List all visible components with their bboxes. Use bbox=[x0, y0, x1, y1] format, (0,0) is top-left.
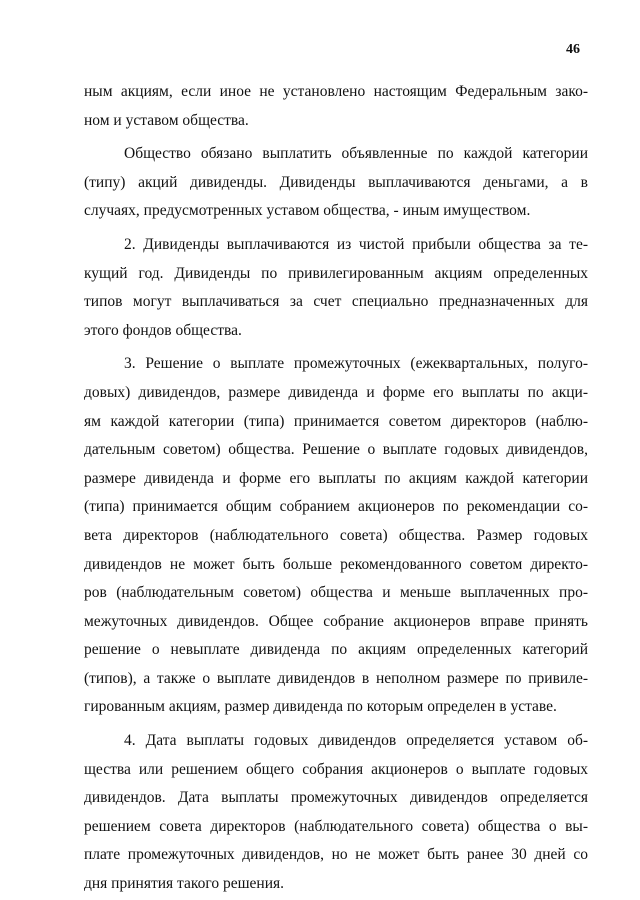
text-line: межуточных дивидендов. Общее собрание акционеров вправе принять bbox=[84, 612, 588, 630]
text-line: гированным акциям, размер дивиденда по которым определен в уставе. bbox=[84, 698, 557, 716]
text-line: размере дивиденда и форме его выплаты по акциям каждой категории bbox=[84, 469, 588, 487]
text-line: довых) дивидендов, размере дивиденда и форме его выплаты по акци- bbox=[84, 383, 588, 401]
text-line: кущий год. Дивиденды по привилегированным акциям определенных bbox=[84, 264, 588, 282]
text-line: дня принятия такого решения. bbox=[84, 875, 284, 893]
text-line: этого фондов общества. bbox=[84, 321, 242, 339]
text-line: дательным советом) общества. Решение о выплате годовых дивидендов, bbox=[84, 441, 588, 459]
text-line: типов могут выплачиваться за счет специально предназначенных для bbox=[84, 293, 588, 311]
paragraph bbox=[84, 231, 588, 345]
text-line: щества или решением общего собрания акционеров о выплате годовых bbox=[84, 760, 588, 778]
text-line: 3. Решение о выплате промежуточных (ежеквартальных, полуго- bbox=[124, 355, 588, 373]
text-line: ям каждой категории (типа) принимается советом директоров (наблю- bbox=[84, 412, 588, 430]
text-line: плате промежуточных дивидендов, но не может быть ранее 30 дней со bbox=[84, 846, 588, 864]
text-line: вета директоров (наблюдательного совета) общества. Размер годовых bbox=[84, 526, 588, 544]
paragraph bbox=[84, 350, 588, 722]
document-body bbox=[84, 78, 588, 899]
text-line: решение о невыплате дивиденда по акциям определенных категорий bbox=[84, 641, 588, 659]
text-line: решением совета директоров (наблюдательного совета) общества о вы- bbox=[84, 817, 588, 835]
text-line: случаях, предусмотренных уставом общества, - иным имуществом. bbox=[84, 202, 531, 220]
text-line: ным акциям, если иное не установлено настоящим Федеральным зако- bbox=[84, 83, 588, 100]
text-line: (типа) принимается общим собранием акционеров по рекомендации со- bbox=[84, 498, 588, 516]
text-line: Общество обязано выплатить объявленные по каждой категории bbox=[124, 145, 588, 163]
text-line: 2. Дивиденды выплачиваются из чистой прибыли общества за те- bbox=[124, 235, 588, 253]
text-line: (типу) акций дивиденды. Дивиденды выплачиваются деньгами, а в bbox=[84, 173, 588, 191]
text-line: 4. Дата выплаты годовых дивидендов определяется уставом об- bbox=[124, 732, 588, 750]
paragraph bbox=[84, 140, 588, 226]
text-line: дивидендов не может быть больше рекомендованного советом директо- bbox=[84, 555, 588, 573]
paragraph bbox=[84, 727, 588, 899]
text-line: ров (наблюдательным советом) общества и меньше выплаченных про- bbox=[84, 584, 588, 602]
paragraph bbox=[84, 78, 588, 135]
text-line: дивидендов. Дата выплаты промежуточных дивидендов определяется bbox=[84, 789, 588, 807]
text-line: ном и уставом общества. bbox=[84, 111, 249, 129]
text-line: (типов), а также о выплате дивидендов в неполном размере по привиле- bbox=[84, 669, 588, 687]
page-number: 46 bbox=[566, 42, 580, 57]
